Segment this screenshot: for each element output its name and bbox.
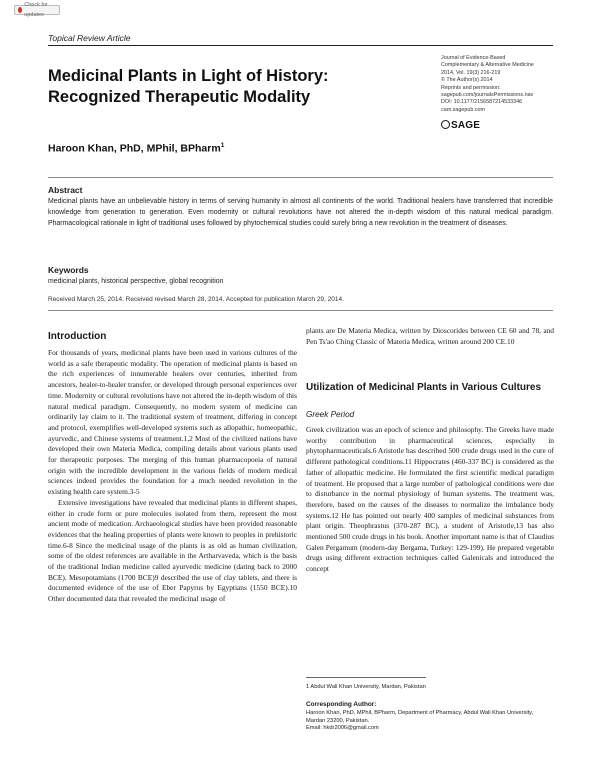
author-line [48, 142, 224, 155]
journal-info-line: © The Author(s) 2014 [441, 77, 493, 84]
article-type: Topical Review Article [48, 33, 131, 43]
abstract-heading: Abstract [48, 185, 83, 195]
greek-period-body [306, 425, 554, 575]
keywords-text: medicinal plants, historical perspective, global recognition [48, 278, 224, 285]
journal-info-line: 2014, Vol. 19(3) 216-219 [441, 69, 501, 76]
keywords-heading: Keywords [48, 265, 89, 275]
continuation-paragraph: plants are De Materia Medica, written by Dioscorides between CE 60 and 78, and Pen Ts'ao Ching Classic of Materia Medica, written around 200 CE.10 [306, 326, 554, 346]
corresponding-author-details [306, 710, 554, 733]
header-rule [48, 45, 553, 46]
right-column-continuation [306, 326, 554, 347]
journal-info-line: sagepub.com/journalsPermissions.nav [441, 92, 534, 99]
corresponding-author-heading: Corresponding Author: [306, 701, 377, 708]
journal-info-line: Reprints and permission: [441, 84, 501, 91]
abstract-rule [48, 177, 553, 178]
update-icon [18, 7, 22, 13]
journal-info [441, 55, 571, 114]
abstract-text: Medicinal plants have an unbelievable history in terms of serving humanity in almost all continents of the world. Traditional healers have transferred that incredible knowledge from generation to generation. Even modernity or cultural revolutions have not altered the in-depth wisdom of this natural medical paradigm. Pharmacological rationale in light of traditional uses followed by phytochemical studies could surely bring a new revolution in the treatment of diseases. [48, 198, 553, 227]
sage-logo [441, 120, 480, 131]
journal-info-line: Journal of Evidence-Based [441, 55, 506, 61]
intro-paragraph-1: For thousands of years, medicinal plants have been used in various cultures of the world as a safe therapeutic modality. The operation of medicinal plants is based on the rich experiences of innumerable healers over centuries, inherited from ancestors, healer-to-healer transfer, or developed through personal experiences over time. Modernity or cultural revolutions have not altered the in-depth wisdom of this natural medical paradigm. Consequently, no modern system of medicine can ordinarily lay claim to it. The traditional system of treatment, differing in concept and protocol, exemplifies well-developed systems such as allopathic, homeopathic, ayurvedic, and Chinese systems of treatment.1,2 Most of the civilized nations have developed their own Materia Medica, compiling details about various plants used for therapeutic purposes. The merging of this human pharmacopoeia of natural origin with the incredible development in the various fields of modern medical sciences indeed provides the foundation for a much needed revolution in the existing health care system.3-5 [48, 348, 297, 497]
author-name: Haroon Khan, PhD, MPhil, BPharm [48, 142, 221, 155]
badge-label: Check for updates [24, 2, 48, 18]
introduction-heading: Introduction [48, 331, 107, 342]
article-title [48, 66, 418, 108]
affiliation-footnote: 1 Abdul Wali Khan University, Mardan, Pakistan [306, 684, 426, 690]
sage-logo-text: SAGE [451, 120, 481, 131]
title-line-2: Recognized Therapeutic Modality [48, 88, 311, 106]
introduction-body [48, 348, 297, 605]
journal-info-line: DOI: 10.1177/2156587214533346 [441, 99, 523, 106]
received-rule [48, 310, 553, 311]
utilization-heading: Utilization of Medicinal Plants in Various Cultures [306, 382, 542, 393]
check-for-updates-badge[interactable] [14, 2, 60, 18]
author-affiliation-mark: 1 [220, 142, 225, 149]
title-line-1: Medicinal Plants in Light of History: [48, 67, 329, 85]
received-dates: Received March 25, 2014. Received revised March 28, 2014. Accepted for publication March 29, 2014. [48, 296, 344, 303]
greek-period-heading: Greek Period [306, 410, 355, 419]
greek-paragraph: Greek civilization was an epoch of science and philosophy. The Greeks have made worthy contribution in pharmaceutical sciences, especially in phytopharmaceuticals.6 Aristotle has described 500 crude drugs used in the cure of different pathological conditions.11 Hippocrates (460-337 BC) is considered as the father of allopathic medicine. He formulated the first scientific medical paradigm of treatment. He proposed that a large number of pathological conditions were due to disturbance in the normal physiology of human systems. The treatment was, therefore, based on the causes of the diseases to normalize the imbalance body systems.12 He has pointed out nearly 400 samples of medicinal substances from plant origin. Theophrastus (370-287 BC), a student of Aristotle,13 has also mentioned 500 crude drugs in his book. Another important name is that of Claudius Galen Pergamum (modern-day Bergama, Turkey: 129-199). He prepared vegetable drugs using different extraction techniques called Galenicals and introduced the concept [306, 425, 554, 574]
intro-paragraph-2: Extensive investigations have revealed that medicinal plants in different shapes, either in crude form or pure molecules isolated from them, represent the most ancient mode of medication. Archaeological studies have been provided reasonable evidences that the healing properties of plants were known to peoples in prehistoric time.6-8 Since the medicinal usage of the plants is as old as human civilization, some of the oldest references are available in the Artharvaveda, which is the basis of the traditional Indian medicine called ayurvedic medicine (dating back to 2000 BCE). Mesopotamians (1700 BCE)9 described the use of clay tablets, and there is documented evidence of the use of Eber Papyrus by Egyptians (1550 BCE).10 Other documented data that revealed the medicinal usage of [48, 497, 297, 604]
sage-ring-icon [441, 120, 450, 129]
footnote-rule [306, 677, 426, 678]
corresponding-author-address: Haroon Khan, PhD, MPhil, BPharm, Department of Pharmacy, Abdul Wali Khan University, Mardan 23200, Pakistan. [306, 710, 534, 724]
journal-info-line: cam.sagepub.com [441, 106, 486, 113]
corresponding-author-email[interactable]: Email: hkdr2006@gmail.com [306, 725, 379, 732]
journal-info-line: Complementary & Alternative Medicine [441, 62, 534, 69]
